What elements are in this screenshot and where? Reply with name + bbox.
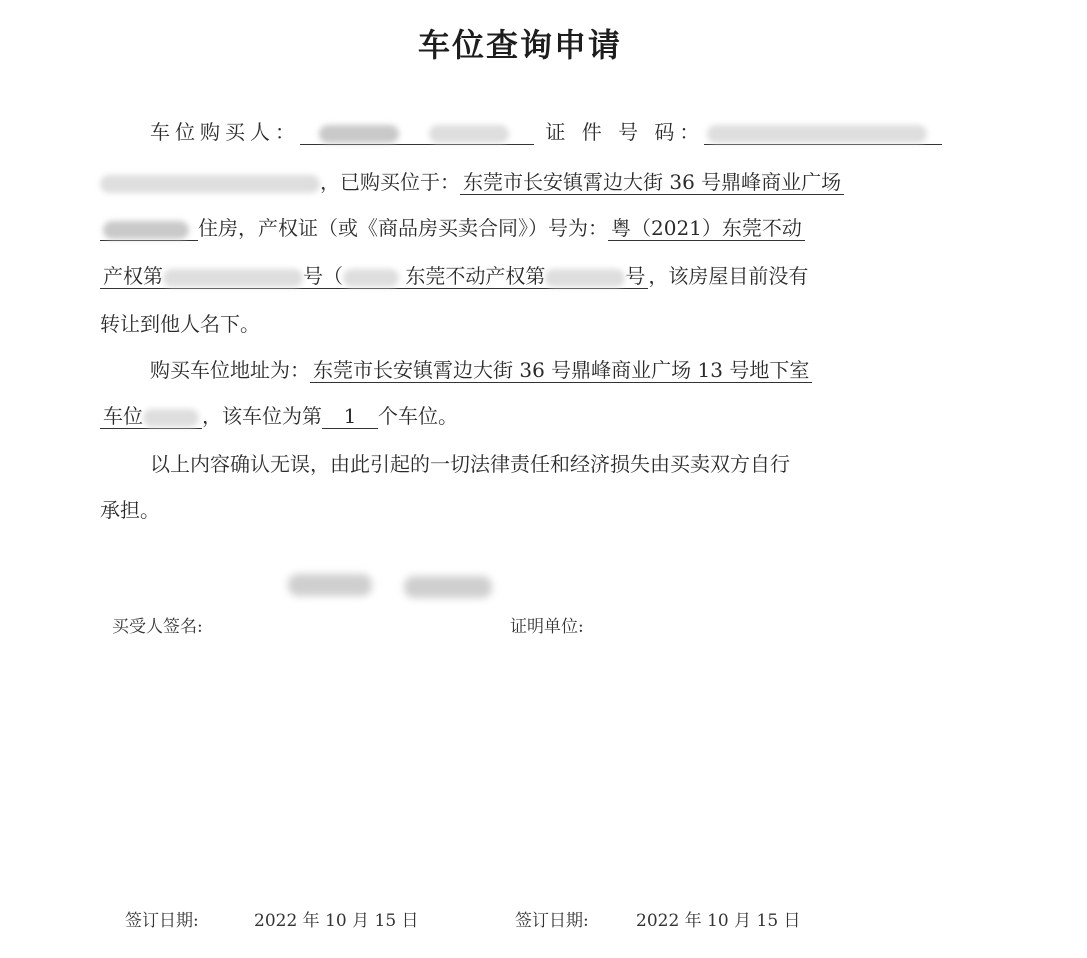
address-value: 东莞市长安镇霄边大街 36 号鼎峰商业广场 13 号地下室 [310,358,812,383]
redacted-cert-year [343,269,399,287]
redacted-unit-number [103,221,189,239]
cert-text-a: 产权第 [103,264,163,288]
cert-text-c: 东莞不动产权第 [405,264,546,288]
buyer-signature-label: 买受人签名: [112,617,203,637]
date-label-right: 签订日期: [515,911,589,931]
date-value-right: 2022 年 10 月 15 日 [636,911,801,931]
confirm-line-2 [100,496,160,524]
date-label-left: 签订日期: [125,911,199,931]
buyer-line [150,118,942,146]
cert-line [100,262,808,290]
redacted-cert-number-2 [545,269,625,287]
redacted-cert-number [163,269,303,287]
certifying-unit-label: 证明单位: [510,617,584,637]
slot-field [100,404,202,429]
cert-text-b: 号（ [303,264,343,288]
confirm-text-b: 承担。 [100,498,160,522]
redacted-signature-part2 [404,576,492,598]
buyer-name-field [300,120,534,145]
not-transferred-a: ，该房屋目前没有 [648,264,809,288]
address-line [150,356,812,384]
redacted-name-part1 [319,125,399,143]
id-number-field [704,120,942,145]
buyer-label: 车位购买人： [150,120,300,144]
slot-mid: ，该车位为第 [202,404,322,428]
not-transferred-b: 转让到他人名下。 [100,312,260,336]
unit-number-field [100,216,198,241]
location-line [100,168,844,196]
residence-line [100,214,805,242]
confirm-text-a: 以上内容确认无误，由此引起的一切法律责任和经济损失由买卖双方自行 [150,452,790,476]
purchased-at-label: ，已购买位于： [320,170,460,194]
slot-suffix: 个车位。 [378,404,458,428]
redacted-id-number [707,125,927,143]
not-transferred-line [100,310,260,338]
residence-suffix: 住房，产权证（或《商品房买卖合同》）号为： [198,216,608,240]
location-value: 东莞市长安镇霄边大街 36 号鼎峰商业广场 [460,170,844,195]
address-label: 购买车位地址为： [150,358,310,382]
confirm-line [150,450,790,478]
page-title: 车位查询申请 [417,26,622,64]
date-value-left: 2022 年 10 月 15 日 [254,911,419,931]
cert-prefix: 粤（2021）东莞不动 [608,216,805,241]
slot-line [100,402,458,430]
redacted-signature-part1 [288,574,372,596]
redacted-id-continuation [100,175,320,193]
redacted-name-part2 [429,125,509,143]
slot-prefix: 车位 [103,404,143,428]
cert-text-d: 号 [625,264,646,288]
slot-number: 1 [322,404,378,429]
cert-number-field [100,264,648,289]
id-label: 证 件 号 码： [545,120,705,144]
redacted-slot-number [143,409,199,427]
